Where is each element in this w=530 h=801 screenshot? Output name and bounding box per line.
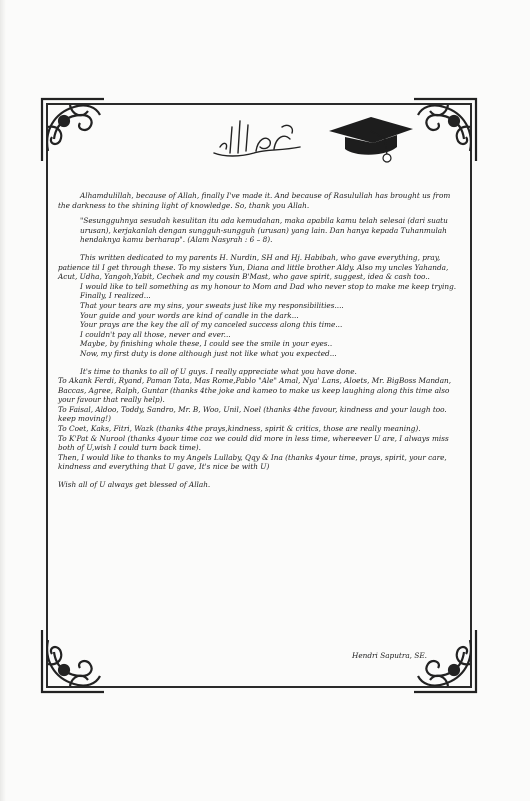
- thanks-friends-3: To Coet, Kaks, Fitri, Wazk (thanks 4the prays,kindness, spirit & critics, those are really meaning).: [58, 424, 421, 434]
- poem-line: Now, my first duty is done although just not like what you expected...: [80, 348, 337, 358]
- poem-line: Maybe, by finishing whole these, I could see the smile in your eyes..: [80, 339, 333, 349]
- closing-wish: Wish all of U always get blessed of Allah.: [58, 480, 211, 490]
- poem: [80, 291, 460, 358]
- ornamental-frame: [40, 95, 478, 696]
- ornament-corner-icon: [410, 626, 484, 700]
- thanks-angels: Then, I would like to thanks to my Angels Lullaby, Qqy & Ina (thanks 4your time, prays, spirit, your care, kindness and everything that U gave, It's nice be with U): [58, 452, 447, 472]
- thanks-friends-2: To Faisal, Aldoo, Toddy, Sandro, Mr. B, Woo, Unil, Noel (thanks 4the favour, kindness and your laugh too. keep moving!): [58, 404, 447, 424]
- poem-line: Your prays are the key the all of my canceled success along this time...: [80, 320, 343, 330]
- ornament-corner-icon: [34, 626, 108, 700]
- dedication-text: [58, 191, 460, 490]
- poem-line: Finally, I realized...: [80, 291, 151, 301]
- bismillah-calligraphy-icon: [210, 113, 305, 163]
- thanks-friends-1: To Akank Ferdi, Ryand, Paman Tata, Mas Rome,Pablo "Ale" Amal, Nya' Lans, Aloets, Mr. BigBoss Mandan, Baccas, Agree, Ralph, Guntar (thanks 4the joke and kameo to make us keep laughing along this time also your favour that really help).: [58, 376, 452, 405]
- poem-line: That your tears are my sins, your sweats just like my responsibilities....: [80, 300, 344, 310]
- quran-quote: "Sesungguhnya sesudah kesulitan itu ada kemudahan, maka apabila kamu telah selesai (dari suatu urusan), kerjakanlah dengan sungguh-sungguh (urusan) yang lain. Dan hanya kepada Tuhanmulah hendaknya kamu berharap". (Alam Nasyrah : 6 – 8).: [80, 216, 448, 245]
- thanks-intro: It's time to thanks to all of U guys. I really appreciate what you have done.: [80, 366, 357, 376]
- poem-line: Your guide and your words are kind of candle in the dark...: [80, 310, 299, 320]
- ornament-corner-icon: [34, 91, 108, 165]
- honour-paragraph: I would like to tell something as my honour to Mom and Dad who never stop to make me keep trying.: [80, 281, 457, 291]
- ornament-corner-icon: [410, 91, 484, 165]
- scan-shadow: [0, 0, 6, 801]
- signature: Hendri Saputra, SE.: [352, 651, 427, 660]
- opening-paragraph: Alhamdulillah, because of Allah, finally I've made it. And because of Rasulullah has brought us from the darkness to the shining light of knowledge. So, thank you Allah.: [58, 191, 451, 210]
- thanks-friends-4: To K'Pat & Nurool (thanks 4your time coz we could did more in less time, whereever U are, I always miss both of U,wish I could turn back time).: [58, 433, 449, 453]
- poem-line: I couldn't pay all those, never and ever...: [80, 329, 231, 339]
- graduation-cap-icon: [325, 113, 415, 165]
- parents-paragraph: This written dedicated to my parents H. Nurdin, SH and Hj. Habibah, who gave everything, pray, patience til I get through these. To my sisters Yun, Diana and little brother Aldy. Also my uncles Yahanda, Acut, Udha, Yangoh,Yabit, Cechek and my cousin B'Mast, who gave spirit, suggest, idea & cash too..: [58, 252, 449, 282]
